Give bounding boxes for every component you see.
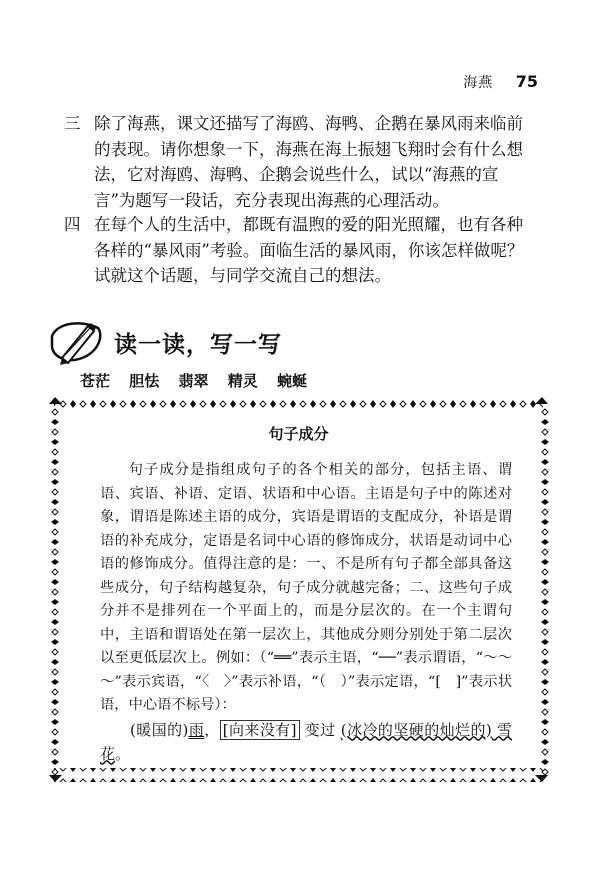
question-text: 在每个人的生活中，都既有温煦的爱的阳光照耀，也有各种各样的“暴风雨”考验。面临生活的暴风雨，你该怎样做呢？试就这个话题，与同学交流自己的想法。 <box>94 215 524 285</box>
pencil-icon <box>48 318 108 368</box>
example-end-punct: 。 <box>115 744 131 763</box>
example-attribute: (暖国的) <box>130 720 189 739</box>
example-sentence <box>100 718 512 766</box>
vocab-word: 胆怯 <box>129 372 160 390</box>
grammar-box <box>48 397 549 782</box>
example-punct: ， <box>204 720 220 739</box>
box-body <box>100 459 512 766</box>
question-number: 三 <box>64 114 81 133</box>
example-object: 雪花 <box>100 720 512 763</box>
header-section-title: 海燕 <box>463 75 494 91</box>
section-title: 读一读，写一写 <box>114 332 282 358</box>
question-3 <box>64 111 534 213</box>
vocab-word: 精灵 <box>227 372 258 390</box>
vocab-word: 苍茫 <box>80 372 111 390</box>
example-subject: 雨 <box>188 720 205 739</box>
question-4 <box>64 212 534 289</box>
question-text: 除了海燕，课文还描写了海鸥、海鸭、企鹅在暴风雨来临前的表现。请你想象一下，海燕在海上振翅飞翔时会有什么想法，它对海鸥、海鸭、企鹅会说些什么，试以“海燕的宣言”为题写一段话，充分表现出海燕的心理活动。 <box>94 114 523 210</box>
page-header <box>463 72 538 92</box>
section-banner <box>48 318 348 368</box>
example-object-attribute: (冰冷的坚硬的灿烂的) <box>340 720 492 739</box>
vocab-word: 蜿蜒 <box>277 372 308 390</box>
example-predicate: 变过 <box>299 720 341 739</box>
vocab-word: 翡翠 <box>178 372 209 390</box>
vocab-list <box>80 370 321 391</box>
box-title: 句子成分 <box>268 425 329 443</box>
question-number: 四 <box>64 215 81 234</box>
page-number: 75 <box>515 72 538 91</box>
box-paragraph: 句子成分是指组成句子的各个相关的部分，包括主语、谓语、宾语、补语、定语、状语和中心语。主语是句子中的陈述对象，谓语是陈述主语的成分，宾语是谓语的支配成分，补语是谓语的补充成分，定语是名词中心语的修饰成分，状语是动词中心语的修饰成分。值得注意的是：一、不是所有句子都全部具备这些成分，句子结构越复杂，句子成分就越完备；二、这些句子成分并不是排列在一个平面上的，而是分层次的。在一个主谓句中，主语和谓语处在第一层次上，其他成分则分别处于第二层次以至更低层次上。例如：（“══”表示主语，“──”表示谓语，“～～～”表示宾语，“〈 〉”表示补语，“（ ）”表示定语，“[ ]”表示状语，中心语不标号）： <box>100 462 512 713</box>
example-adverbial: [向来没有] <box>220 720 300 740</box>
